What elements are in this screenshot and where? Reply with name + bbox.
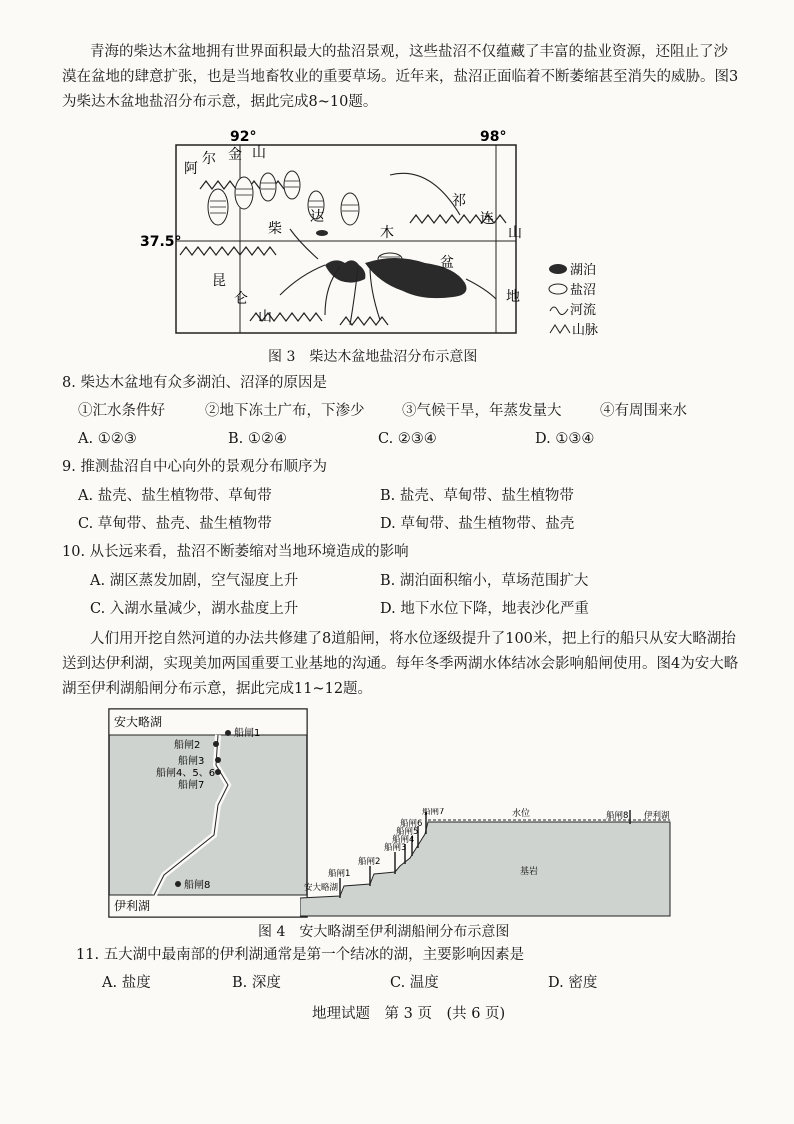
legend-mountain: 山脉 bbox=[572, 323, 599, 338]
profile-lock3: 船闸3 bbox=[384, 843, 407, 853]
plan-lock8: 船闸8 bbox=[184, 880, 211, 891]
q9-option-a: A. 盐壳、盐生植物带、草甸带 bbox=[78, 488, 272, 504]
q11-option-a: A. 盐度 bbox=[102, 975, 151, 991]
q8-item: ②地下冻土广布，下渗少 bbox=[205, 403, 365, 419]
q9-option-b: B. 盐壳、草甸带、盐生植物带 bbox=[380, 488, 574, 504]
q10-stem: 10. 从长远来看，盐沼不断萎缩对当地环境造成的影响 bbox=[62, 544, 409, 560]
lock3-dot bbox=[215, 757, 221, 763]
map1-lat: 37.5° bbox=[140, 234, 182, 250]
q11-option-b: B. 深度 bbox=[232, 975, 281, 991]
place-char: 山 bbox=[508, 225, 522, 241]
q10-option-d: D. 地下水位下降，地表沙化严重 bbox=[380, 601, 589, 617]
legend-lake-symbol bbox=[549, 264, 567, 274]
place-char: 祁 bbox=[452, 193, 466, 209]
place-char: 地 bbox=[506, 289, 520, 305]
q10-option-b: B. 湖泊面积缩小，草场范围扩大 bbox=[380, 573, 589, 589]
q11-option-c: C. 温度 bbox=[390, 975, 439, 991]
q11-option-d: D. 密度 bbox=[548, 975, 598, 991]
place-char: 山 bbox=[258, 309, 272, 325]
page-footer: 地理试题 第 3 页 (共 6 页) bbox=[312, 1006, 506, 1022]
profile-lock5: 船闸5 bbox=[396, 827, 419, 837]
qaidam-map-svg bbox=[140, 125, 640, 345]
profile-erie: 伊利湖 bbox=[644, 811, 670, 821]
intro-paragraph-1: 青海的柴达木盆地拥有世界面积最大的盐沼景观，这些盐沼不仅蕴藏了丰富的盐业资源，还阻止了沙漠在盆地的肆意扩张，也是当地畜牧业的重要草场。近年来，盐沼正面临着不断萎缩甚至消失的威胁。图3为柴达木盆地盐沼分布示意，据此完成8~10题。 bbox=[62, 44, 739, 110]
q10-option-c: C. 入湖水量减少，湖水盐度上升 bbox=[90, 601, 299, 617]
legend-river-symbol bbox=[550, 307, 568, 315]
intro-paragraph-2: 人们用开挖自然河道的办法共修建了8道船闸，将水位逐级提升了100米，把上行的船只从安大略湖抬送到达伊利湖，实现美加两国重要工业基地的沟通。每年冬季两湖水体结冰会影响船闸使用。图4为安大略湖至伊利湖船闸分布示意，据此完成11~12题。 bbox=[62, 631, 739, 697]
q10-option-a: A. 湖区蒸发加剧，空气湿度上升 bbox=[90, 573, 299, 589]
q8-item: ①汇水条件好 bbox=[78, 403, 165, 419]
profile-ontario: 安大略湖 bbox=[304, 883, 339, 893]
legend-lake: 湖泊 bbox=[570, 263, 597, 278]
profile-lock6: 船闸6 bbox=[400, 819, 423, 829]
place-char: 山 bbox=[252, 145, 266, 161]
plan-lock7: 船闸7 bbox=[178, 780, 205, 791]
place-char: 仑 bbox=[234, 291, 248, 307]
place-char: 连 bbox=[480, 211, 494, 227]
place-char: 金 bbox=[228, 147, 242, 163]
plan-erie: 伊利湖 bbox=[114, 899, 151, 913]
profile-lock1: 船闸1 bbox=[328, 869, 351, 879]
q9-stem: 9. 推测盐沼自中心向外的景观分布顺序为 bbox=[62, 459, 327, 475]
q9-option-d: D. 草甸带、盐生植物带、盐壳 bbox=[380, 516, 575, 532]
place-char: 达 bbox=[310, 209, 324, 225]
q8-item: ③气候干旱，年蒸发量大 bbox=[402, 403, 562, 419]
lock1-dot bbox=[225, 730, 231, 736]
place-char: 尔 bbox=[202, 151, 216, 167]
profile-lock4: 船闸4 bbox=[392, 835, 415, 845]
place-char: 柴 bbox=[268, 221, 282, 237]
lock-plan-svg bbox=[108, 708, 308, 918]
map1-lon-right: 98° bbox=[480, 129, 507, 145]
lock456-dot bbox=[215, 769, 221, 775]
legend-river: 河流 bbox=[570, 303, 597, 318]
lock2-dot bbox=[213, 741, 219, 747]
legend-mountain-symbol bbox=[550, 325, 570, 333]
q11-stem: 11. 五大湖中最南部的伊利湖通常是第一个结冰的湖，主要影响因素是 bbox=[76, 947, 525, 963]
plan-lock456: 船闸4、5、6 bbox=[156, 768, 216, 779]
lock8-dot bbox=[175, 881, 181, 887]
place-char: 木 bbox=[380, 225, 394, 241]
plan-lock2: 船闸2 bbox=[174, 740, 201, 751]
profile-lock2: 船闸2 bbox=[358, 857, 381, 867]
lock-profile-svg bbox=[300, 808, 680, 918]
legend-saltmarsh-symbol bbox=[549, 284, 567, 294]
profile-lock8: 船闸8 bbox=[606, 811, 629, 821]
place-char: 昆 bbox=[212, 273, 226, 289]
place-char: 阿 bbox=[184, 161, 198, 177]
q8-item: ④有周围来水 bbox=[600, 403, 687, 419]
q8-option-a: A. ①②③ bbox=[78, 431, 137, 447]
q8-option-b: B. ①②④ bbox=[228, 431, 287, 447]
figure-4-caption: 图 4 安大略湖至伊利湖船闸分布示意图 bbox=[258, 924, 510, 940]
legend-saltmarsh: 盐沼 bbox=[570, 283, 597, 298]
q8-option-c: C. ②③④ bbox=[378, 431, 437, 447]
map1-lon-left: 92° bbox=[230, 129, 257, 145]
profile-water-level: 水位 bbox=[512, 809, 531, 819]
q8-stem: 8. 柴达木盆地有众多湖泊、沼泽的原因是 bbox=[62, 375, 327, 391]
profile-bedrock: 基岩 bbox=[520, 867, 539, 877]
plan-ontario: 安大略湖 bbox=[114, 715, 163, 729]
q8-option-d: D. ①③④ bbox=[535, 431, 595, 447]
q9-option-c: C. 草甸带、盐壳、盐生植物带 bbox=[78, 516, 272, 532]
plan-lock1: 船闸1 bbox=[234, 728, 261, 739]
place-char: 盆 bbox=[440, 255, 454, 271]
profile-lock7: 船闸7 bbox=[422, 808, 445, 817]
plan-lock3: 船闸3 bbox=[178, 756, 205, 767]
figure-3-caption: 图 3 柴达木盆地盐沼分布示意图 bbox=[268, 349, 478, 365]
